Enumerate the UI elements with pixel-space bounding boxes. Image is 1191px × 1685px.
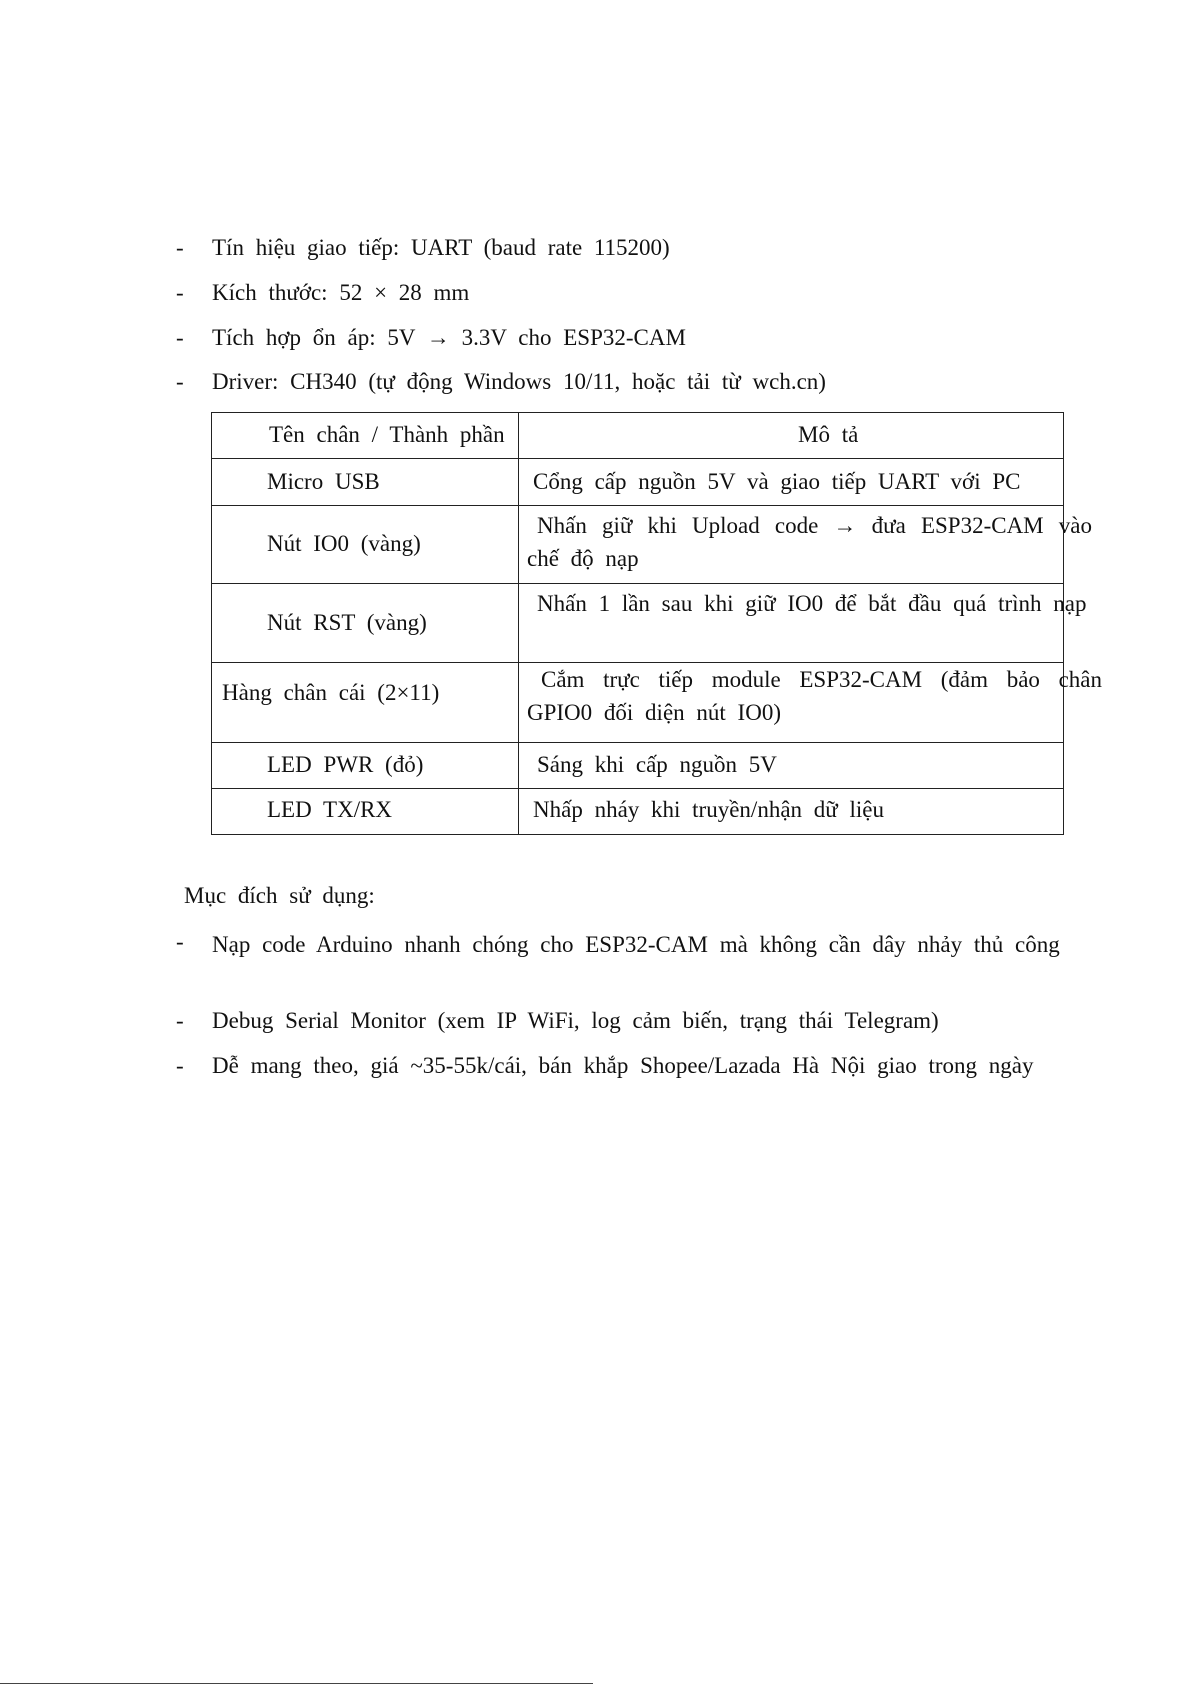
- bullet-dash: -: [176, 280, 184, 305]
- table-row: [212, 459, 1064, 506]
- purpose-item: Debug Serial Monitor (xem IP WiFi, log cảm biến, trạng thái Telegram): [212, 1008, 939, 1033]
- table-row: [212, 743, 1064, 789]
- table-cell: [519, 459, 1064, 506]
- component-table: [211, 412, 1102, 835]
- spec-bullet-regulator: Tích hợp ổn áp: 5V → 3.3V cho ESP32-CAM: [212, 325, 686, 350]
- table-header-row: [212, 413, 1064, 459]
- component-name: Hàng chân cái (2×11): [222, 680, 440, 705]
- table-cell: [519, 506, 1092, 584]
- purpose-heading: Mục đích sử dụng:: [184, 883, 375, 908]
- component-name: LED PWR (đỏ): [267, 752, 424, 777]
- table-cell: [212, 789, 519, 835]
- spec-bullet-size: Kích thước: 52 × 28 mm: [212, 280, 470, 305]
- table-header-cell: [519, 413, 1064, 459]
- table-cell: [519, 789, 1064, 835]
- table-cell: [519, 743, 1064, 789]
- spec-bullet-driver: Driver: CH340 (tự động Windows 10/11, hoặc tải từ wch.cn): [212, 369, 826, 394]
- component-name: Micro USB: [267, 469, 380, 494]
- component-name: Nút RST (vàng): [267, 610, 427, 635]
- component-name: LED TX/RX: [267, 797, 393, 822]
- purpose-item: Nạp code Arduino nhanh chóng cho ESP32-CAM mà không cần dây nhảy thủ công: [212, 932, 1060, 957]
- component-description: Nhấn giữ khi Upload code → đưa ESP32-CAM vào chế độ nạp: [527, 513, 1092, 571]
- header-component-name: Tên chân / Thành phần: [269, 422, 505, 447]
- table-row: [212, 663, 1064, 743]
- component-description: Nhấp nháy khi truyền/nhận dữ liệu: [533, 797, 884, 822]
- component-name: Nút IO0 (vàng): [267, 531, 421, 556]
- table-row: [212, 789, 1064, 835]
- bullet-dash: -: [176, 325, 184, 350]
- table-cell: [212, 584, 519, 663]
- table-cell: [212, 459, 519, 506]
- component-description: Sáng khi cấp nguồn 5V: [537, 752, 777, 777]
- component-description: Cắm trực tiếp module ESP32-CAM (đảm bảo chân GPIO0 đối diện nút IO0): [527, 667, 1102, 725]
- component-description: Cổng cấp nguồn 5V và giao tiếp UART với PC: [533, 469, 1021, 494]
- table-cell: [212, 506, 519, 584]
- table-header-cell: [212, 413, 519, 459]
- table-cell: [519, 663, 1102, 743]
- table-row: [212, 584, 1064, 663]
- table-cell: [212, 663, 519, 743]
- component-description: Nhấn 1 lần sau khi giữ IO0 để bắt đầu quá trình nạp: [537, 591, 1087, 616]
- bullet-dash: -: [176, 1053, 184, 1078]
- bullet-dash: -: [176, 235, 184, 260]
- bullet-dash: -: [176, 1008, 184, 1033]
- table-row: [212, 506, 1064, 584]
- table-cell: [519, 584, 1087, 663]
- bullet-dash: -: [176, 369, 184, 394]
- spec-bullet-signal: Tín hiệu giao tiếp: UART (baud rate 115200): [212, 235, 670, 260]
- header-description: Mô tả: [798, 422, 859, 447]
- bullet-dash: -: [176, 929, 184, 954]
- footnote-separator: [0, 1683, 593, 1684]
- table-cell: [212, 743, 519, 789]
- purpose-item: Dễ mang theo, giá ~35-55k/cái, bán khắp Shopee/Lazada Hà Nội giao trong ngày: [212, 1053, 1034, 1078]
